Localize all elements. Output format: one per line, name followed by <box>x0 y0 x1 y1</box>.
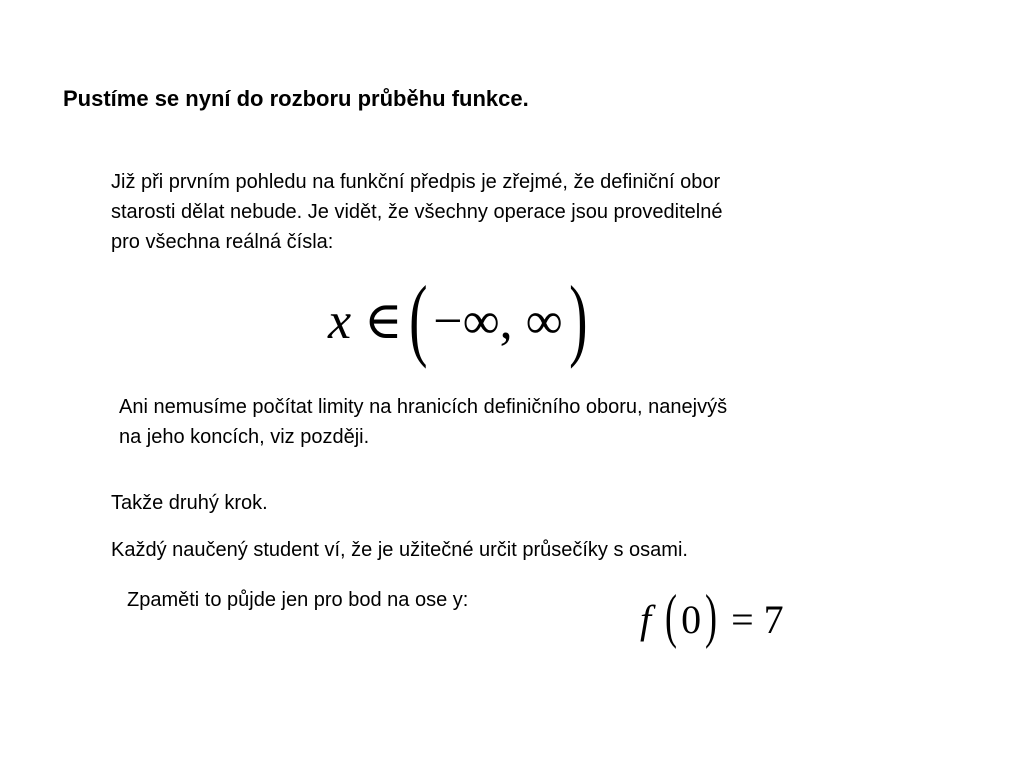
formula-minus: − <box>433 293 463 350</box>
slide-title: Pustíme se nyní do rozboru průběhu funkce. <box>63 86 529 111</box>
formula2-open-paren: ( <box>665 583 678 649</box>
second-step-text: Takže druhý krok. <box>111 492 268 514</box>
limits-paragraph-line-2: na jeho koncích, viz později. <box>119 426 370 448</box>
domain-formula <box>328 267 593 369</box>
domain-paragraph-line-1: Již při prvním pohledu na funkční předpis je zřejmé, že definiční obor <box>111 171 721 193</box>
formula-infinity-right: ∞ <box>525 293 563 350</box>
formula2-close-paren: ) <box>705 583 718 649</box>
limits-paragraph-line-1: Ani nemusíme počítat limity na hranicích definičního oboru, nanejvýš <box>119 396 728 418</box>
formula-comma: , <box>499 293 513 350</box>
formula-variable-x: x <box>328 293 352 350</box>
y-axis-text: Zpaměti to půjde jen pro bod na ose y: <box>127 589 469 611</box>
limits-paragraph <box>119 392 727 452</box>
formula-close-paren: ) <box>568 267 588 369</box>
formula-function-f: f <box>640 597 652 642</box>
formula-open-paren: ( <box>408 267 428 369</box>
domain-paragraph-line-2: starosti dělat nebude. Je vidět, že všechny operace jsou proveditelné <box>111 201 723 223</box>
formula-element-of: ∈ <box>364 293 403 350</box>
formula-infinity-left: ∞ <box>462 293 500 350</box>
formula2-result: 7 <box>763 597 784 642</box>
domain-paragraph <box>111 167 722 257</box>
formula2-equals: = <box>731 597 754 642</box>
function-value-formula <box>640 583 784 650</box>
domain-paragraph-line-3: pro všechna reálná čísla: <box>111 231 334 253</box>
formula2-argument: 0 <box>681 597 702 642</box>
intercepts-text: Každý naučený student ví, že je užitečné určit průsečíky s osami. <box>111 539 688 561</box>
